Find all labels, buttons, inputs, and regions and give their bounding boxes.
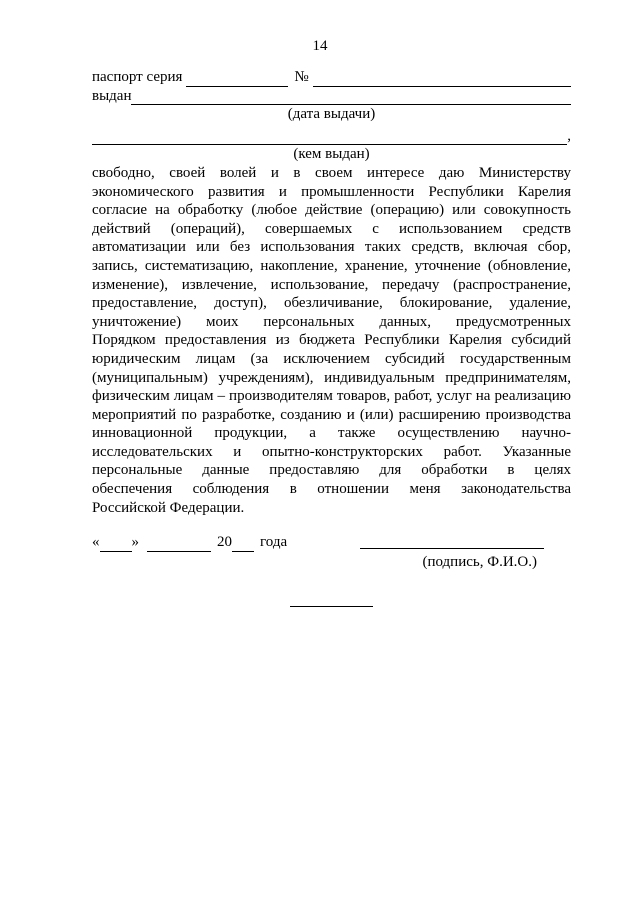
quote-close: » [131,534,139,551]
consent-text-line: исследовательских и опытно-конструкторских работ. Указанные [92,443,571,460]
signature-row [92,533,571,571]
consent-form [92,68,571,571]
consent-text-line: автоматизации или без использования таких средств, включая сбор, [92,239,571,256]
consent-text-line: изменение), извлечение, использование, передачу (распространение, [92,276,571,293]
day-field[interactable] [100,537,132,552]
consent-text-line: физическим лицам – производителям товаров, работ, услуг на реализацию [92,388,571,405]
issued-by-field[interactable] [92,130,567,145]
passport-number-label: № [294,69,309,85]
consent-text-line: предоставление, доступ), обезличивание, блокирование, удаление, [92,295,571,312]
consent-text-line: согласие на обработку (любое действие (операцию) или совокупность [92,202,571,219]
issued-by-line [92,127,571,146]
issue-date-caption: (дата выдачи) [287,106,376,123]
passport-line [92,68,571,87]
consent-text-line: уничтожение) моих персональных данных, предусмотренных [92,313,571,330]
consent-text-line: действий (операций), совершаемых с использованием средств [92,220,571,237]
quote-open: « [92,534,100,551]
year-field[interactable] [232,537,254,552]
consent-text-line: инновационной продукции, а также осуществлению научно- [92,425,571,442]
passport-number-field[interactable] [313,72,571,87]
year-suffix: года [260,534,288,551]
date-block [92,533,287,552]
consent-text-line: свободно, своей волей и в своем интересе даю Министерству [92,164,571,181]
consent-text-line: юридическим лицам (за исключением субсидий государственным [92,350,571,367]
issued-by-comma: , [567,127,571,144]
issued-field[interactable] [131,90,571,105]
consent-text-line: запись, систематизацию, накопление, хранение, уточнение (обновление, [92,257,571,274]
issued-label: выдан [92,87,132,104]
consent-text-line: Порядком предоставления из бюджета Республики Карелия субсидий [92,332,571,349]
issued-line [92,87,571,106]
consent-text-line: Российской Федерации. [92,499,245,516]
signature-caption: (подпись, Ф.И.О.) [422,554,537,571]
passport-series-field[interactable] [186,72,288,87]
signature-field[interactable] [360,533,544,549]
consent-text-line: персональные данные предоставляю для обработки в целях [92,462,571,479]
year-prefix: 20 [217,534,232,551]
month-field[interactable] [147,537,211,552]
consent-text-line: мероприятий по разработке, созданию и (или) расширению производства [92,406,571,423]
issued-by-caption: (кем выдан) [293,146,370,163]
page-number: 14 [312,38,328,54]
consent-text-line: экономического развития и промышленности Республики Карелия [92,183,571,200]
consent-text [92,164,571,517]
end-separator [290,606,373,607]
consent-text-line: (муниципальным) учреждениям), индивидуальным предпринимателям, [92,369,571,386]
consent-text-line: обеспечения соблюдения в отношении меня законодательства [92,481,571,498]
passport-series-label: паспорт серия [92,69,183,85]
